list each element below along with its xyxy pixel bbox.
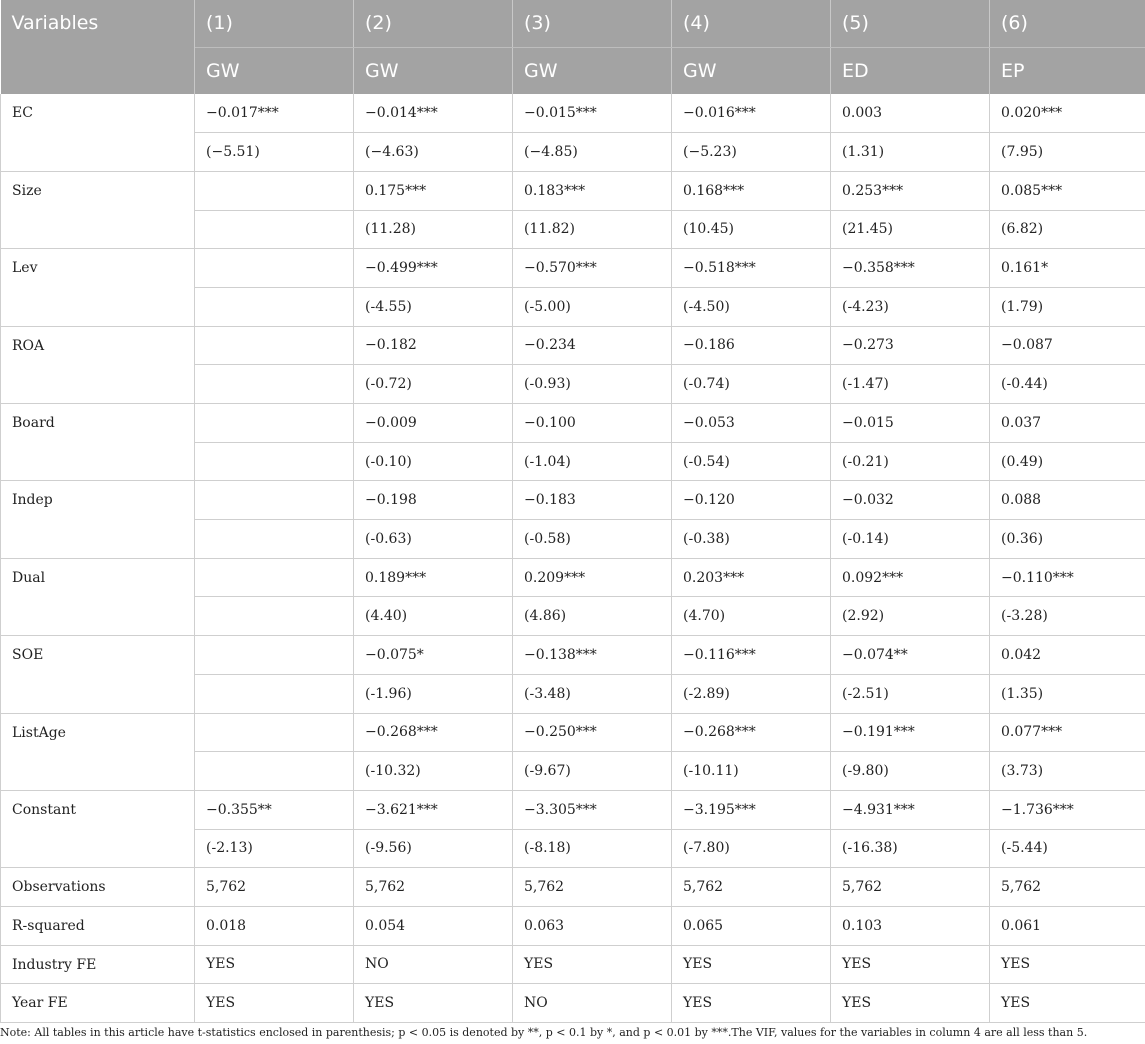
coefficient-cell: −0.014***	[354, 94, 513, 133]
coefficient-row	[1, 249, 1145, 288]
t-statistic-cell: (-0.38)	[672, 520, 831, 559]
t-statistic-cell	[195, 597, 354, 636]
dependent-variable-header: GW	[195, 47, 354, 94]
t-statistic-cell: (-0.72)	[354, 365, 513, 404]
summary-row	[1, 906, 1145, 945]
coefficient-cell: −3.621***	[354, 790, 513, 829]
coefficient-row	[1, 636, 1145, 675]
summary-label: Observations	[1, 868, 195, 907]
coefficient-cell	[195, 558, 354, 597]
coefficient-cell: −0.268***	[354, 713, 513, 752]
coefficient-cell: −0.138***	[513, 636, 672, 675]
coefficient-cell: −0.191***	[831, 713, 990, 752]
t-statistic-cell: (2.92)	[831, 597, 990, 636]
coefficient-cell: −0.120	[672, 481, 831, 520]
t-statistic-cell: (-1.96)	[354, 674, 513, 713]
coefficient-cell: −0.183	[513, 481, 672, 520]
t-statistic-cell: (−4.63)	[354, 133, 513, 172]
variable-name: Board	[1, 404, 195, 481]
t-statistic-cell: (10.45)	[672, 210, 831, 249]
t-statistic-cell: (0.49)	[990, 442, 1145, 481]
t-statistic-cell: (-0.21)	[831, 442, 990, 481]
t-statistic-cell: (-2.13)	[195, 829, 354, 868]
t-statistic-cell: (-1.47)	[831, 365, 990, 404]
t-statistic-cell: (-4.50)	[672, 287, 831, 326]
coefficient-cell: −0.358***	[831, 249, 990, 288]
t-statistic-cell: (-3.28)	[990, 597, 1145, 636]
coefficient-cell: −0.032	[831, 481, 990, 520]
coefficient-cell: −3.195***	[672, 790, 831, 829]
summary-row	[1, 868, 1145, 907]
coefficient-cell: 0.085***	[990, 171, 1145, 210]
coefficient-cell: 0.020***	[990, 94, 1145, 133]
coefficient-cell: 0.175***	[354, 171, 513, 210]
summary-value: 5,762	[672, 868, 831, 907]
variable-name: Constant	[1, 790, 195, 867]
t-statistic-cell	[195, 365, 354, 404]
coefficient-cell: −0.234	[513, 326, 672, 365]
summary-value: YES	[990, 945, 1145, 984]
coefficient-cell: 0.092***	[831, 558, 990, 597]
coefficient-cell: 0.253***	[831, 171, 990, 210]
t-statistic-cell: (−5.23)	[672, 133, 831, 172]
summary-row	[1, 945, 1145, 984]
coefficient-cell: −0.499***	[354, 249, 513, 288]
coefficient-cell: −0.116***	[672, 636, 831, 675]
t-statistic-cell: (3.73)	[990, 752, 1145, 791]
coefficient-row	[1, 94, 1145, 133]
t-statistic-cell: (-4.23)	[831, 287, 990, 326]
column-number-header: (5)	[831, 0, 990, 47]
variable-name: ROA	[1, 326, 195, 403]
t-statistic-cell: (-0.93)	[513, 365, 672, 404]
coefficient-cell: −0.100	[513, 404, 672, 443]
t-statistic-cell: (-5.00)	[513, 287, 672, 326]
summary-value: 0.065	[672, 906, 831, 945]
column-number-header: (6)	[990, 0, 1145, 47]
t-statistic-cell: (-0.10)	[354, 442, 513, 481]
coefficient-row	[1, 481, 1145, 520]
coefficient-cell: −0.017***	[195, 94, 354, 133]
t-statistic-cell: (-0.44)	[990, 365, 1145, 404]
coefficient-cell: −0.016***	[672, 94, 831, 133]
t-statistic-cell: (-5.44)	[990, 829, 1145, 868]
coefficient-cell: 0.037	[990, 404, 1145, 443]
coefficient-cell: −4.931***	[831, 790, 990, 829]
dependent-variable-header: GW	[513, 47, 672, 94]
summary-value: NO	[513, 984, 672, 1023]
coefficient-cell: −0.273	[831, 326, 990, 365]
summary-value: 0.103	[831, 906, 990, 945]
dependent-variable-header: GW	[672, 47, 831, 94]
summary-value: YES	[831, 984, 990, 1023]
coefficient-cell: −0.250***	[513, 713, 672, 752]
coefficient-cell: −0.110***	[990, 558, 1145, 597]
coefficient-row	[1, 326, 1145, 365]
header-row-column-numbers	[1, 0, 1145, 47]
t-statistic-cell: (−4.85)	[513, 133, 672, 172]
coefficient-cell: −0.015	[831, 404, 990, 443]
t-statistic-cell: (-0.74)	[672, 365, 831, 404]
t-statistic-cell: (4.70)	[672, 597, 831, 636]
coefficient-cell: −0.074**	[831, 636, 990, 675]
variables-header: Variables	[1, 0, 195, 94]
summary-value: YES	[990, 984, 1145, 1023]
t-statistic-cell: (-9.80)	[831, 752, 990, 791]
summary-value: YES	[831, 945, 990, 984]
coefficient-row	[1, 171, 1145, 210]
column-number-header: (2)	[354, 0, 513, 47]
variable-name: Size	[1, 171, 195, 248]
summary-value: 5,762	[354, 868, 513, 907]
summary-value: NO	[354, 945, 513, 984]
t-statistic-cell: (-2.89)	[672, 674, 831, 713]
t-statistic-cell: (1.79)	[990, 287, 1145, 326]
t-statistic-cell: (1.35)	[990, 674, 1145, 713]
t-statistic-cell: (6.82)	[990, 210, 1145, 249]
t-statistic-cell: (-16.38)	[831, 829, 990, 868]
t-statistic-cell: (1.31)	[831, 133, 990, 172]
coefficient-cell: −0.075*	[354, 636, 513, 675]
summary-label: Industry FE	[1, 945, 195, 984]
t-statistic-cell: (-0.63)	[354, 520, 513, 559]
table-header	[1, 0, 1145, 94]
coefficient-cell: −0.053	[672, 404, 831, 443]
coefficient-cell: 0.209***	[513, 558, 672, 597]
coefficient-cell: −1.736***	[990, 790, 1145, 829]
coefficient-cell: −0.198	[354, 481, 513, 520]
coefficient-cell: −3.305***	[513, 790, 672, 829]
t-statistic-cell: (-4.55)	[354, 287, 513, 326]
coefficient-cell	[195, 636, 354, 675]
summary-value: 0.063	[513, 906, 672, 945]
summary-value: 5,762	[990, 868, 1145, 907]
summary-value: 0.018	[195, 906, 354, 945]
t-statistic-cell	[195, 674, 354, 713]
dependent-variable-header: ED	[831, 47, 990, 94]
variable-name: Dual	[1, 558, 195, 635]
coefficient-cell	[195, 481, 354, 520]
dependent-variable-header: EP	[990, 47, 1145, 94]
t-statistic-cell: (-8.18)	[513, 829, 672, 868]
coefficient-cell	[195, 713, 354, 752]
coefficient-cell: 0.161*	[990, 249, 1145, 288]
coefficient-cell: 0.203***	[672, 558, 831, 597]
t-statistic-cell: (−5.51)	[195, 133, 354, 172]
summary-value: YES	[513, 945, 672, 984]
variable-name: Indep	[1, 481, 195, 558]
coefficient-cell	[195, 326, 354, 365]
t-statistic-cell	[195, 287, 354, 326]
t-statistic-cell: (7.95)	[990, 133, 1145, 172]
t-statistic-cell: (-1.04)	[513, 442, 672, 481]
coefficient-cell: −0.570***	[513, 249, 672, 288]
t-statistic-cell: (-10.32)	[354, 752, 513, 791]
summary-value: 5,762	[195, 868, 354, 907]
coefficient-cell	[195, 404, 354, 443]
t-statistic-cell: (-0.14)	[831, 520, 990, 559]
table-body	[1, 94, 1145, 1023]
t-statistic-cell	[195, 210, 354, 249]
summary-value: 0.054	[354, 906, 513, 945]
summary-value: YES	[672, 945, 831, 984]
t-statistic-cell	[195, 752, 354, 791]
coefficient-cell: 0.168***	[672, 171, 831, 210]
t-statistic-cell: (4.40)	[354, 597, 513, 636]
coefficient-cell: −0.182	[354, 326, 513, 365]
variable-name: ListAge	[1, 713, 195, 790]
t-statistic-cell: (0.36)	[990, 520, 1145, 559]
coefficient-cell: 0.003	[831, 94, 990, 133]
coefficient-cell	[195, 249, 354, 288]
t-statistic-cell: (21.45)	[831, 210, 990, 249]
coefficient-cell: −0.268***	[672, 713, 831, 752]
variable-name: SOE	[1, 636, 195, 713]
summary-value: YES	[195, 945, 354, 984]
summary-value: YES	[354, 984, 513, 1023]
coefficient-row	[1, 558, 1145, 597]
coefficient-cell: 0.088	[990, 481, 1145, 520]
coefficient-cell: 0.077***	[990, 713, 1145, 752]
coefficient-row	[1, 404, 1145, 443]
variable-name: Lev	[1, 249, 195, 326]
t-statistic-cell: (4.86)	[513, 597, 672, 636]
t-statistic-cell: (-0.58)	[513, 520, 672, 559]
summary-value: 5,762	[513, 868, 672, 907]
t-statistic-cell: (-9.56)	[354, 829, 513, 868]
summary-value: YES	[195, 984, 354, 1023]
summary-value: YES	[672, 984, 831, 1023]
t-statistic-cell: (-3.48)	[513, 674, 672, 713]
t-statistic-cell	[195, 520, 354, 559]
summary-value: 0.061	[990, 906, 1145, 945]
t-statistic-cell: (-10.11)	[672, 752, 831, 791]
table-note: Note: All tables in this article have t-statistics enclosed in parenthesis; p < 0.05 is denoted by **, p < 0.1 by *, and p < 0.01 by ***.The VIF, values for the variables in column 4 are all less than 5.	[0, 1026, 1088, 1039]
coefficient-cell: 0.189***	[354, 558, 513, 597]
summary-label: R-squared	[1, 906, 195, 945]
coefficient-cell: −0.186	[672, 326, 831, 365]
t-statistic-cell: (11.28)	[354, 210, 513, 249]
t-statistic-cell: (-9.67)	[513, 752, 672, 791]
coefficient-cell: −0.518***	[672, 249, 831, 288]
coefficient-cell: −0.009	[354, 404, 513, 443]
coefficient-cell: −0.087	[990, 326, 1145, 365]
summary-row	[1, 984, 1145, 1023]
coefficient-cell: 0.183***	[513, 171, 672, 210]
coefficient-cell: −0.015***	[513, 94, 672, 133]
t-statistic-cell	[195, 442, 354, 481]
coefficient-row	[1, 790, 1145, 829]
coefficient-cell: −0.355**	[195, 790, 354, 829]
coefficient-row	[1, 713, 1145, 752]
column-number-header: (3)	[513, 0, 672, 47]
summary-label: Year FE	[1, 984, 195, 1023]
t-statistic-cell: (-2.51)	[831, 674, 990, 713]
dependent-variable-header: GW	[354, 47, 513, 94]
summary-value: 5,762	[831, 868, 990, 907]
t-statistic-cell: (-0.54)	[672, 442, 831, 481]
column-number-header: (1)	[195, 0, 354, 47]
column-number-header: (4)	[672, 0, 831, 47]
variable-name: EC	[1, 94, 195, 171]
t-statistic-cell: (-7.80)	[672, 829, 831, 868]
coefficient-cell: 0.042	[990, 636, 1145, 675]
coefficient-cell	[195, 171, 354, 210]
t-statistic-cell: (11.82)	[513, 210, 672, 249]
